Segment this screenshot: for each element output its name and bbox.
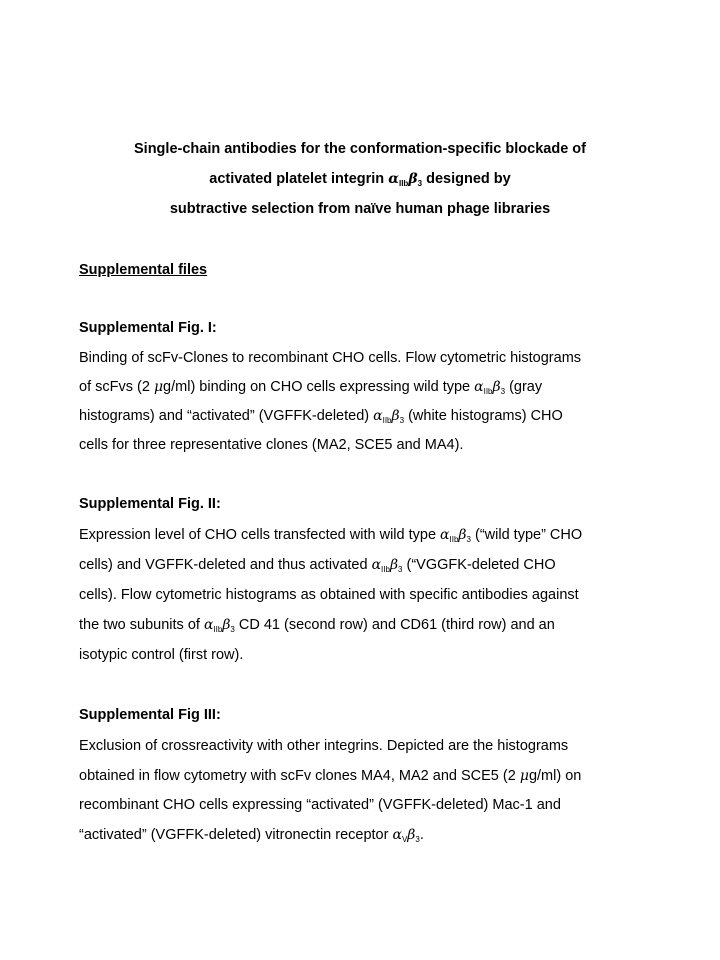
mu-symbol: μ xyxy=(519,768,529,784)
fig3-heading: Supplemental Fig III: xyxy=(79,707,221,723)
fig3-line-1: Exclusion of crossreactivity with other integrins. Depicted are the histograms xyxy=(79,738,569,754)
subscript-3: 3 xyxy=(230,625,235,634)
title-line-2-end: designed by xyxy=(422,171,511,187)
fig3-line-4 xyxy=(79,825,424,850)
fig1-line-4: cells for three representative clones (MA2, SCE5 and MA4). xyxy=(79,437,464,453)
alpha-symbol: α xyxy=(203,617,214,633)
supplemental-files-heading: Supplemental files xyxy=(79,262,208,278)
beta-symbol: β xyxy=(492,379,501,395)
fig1-line-3 xyxy=(79,406,563,431)
subscript-iib: IIb xyxy=(382,416,392,425)
alpha-symbol: α xyxy=(440,527,450,543)
fig3-line-2 xyxy=(79,766,581,786)
subscript-iib: IIb xyxy=(213,625,223,634)
alpha-symbol: α xyxy=(371,557,382,573)
text-run: (“VGGFK-deleted CHO xyxy=(402,557,556,573)
subscript-3: 3 xyxy=(399,416,405,425)
text-run: obtained in flow cytometry with scFv clones MA4, MA2 and SCE5 (2 xyxy=(79,768,520,784)
beta-symbol: β xyxy=(407,827,416,843)
alpha-symbol: α xyxy=(474,379,484,395)
fig3-line-3: recombinant CHO cells expressing “activated” (VGFFK-deleted) Mac-1 and xyxy=(79,797,561,813)
subscript-iib: IIb xyxy=(449,535,459,544)
subscript-v: V xyxy=(401,835,408,844)
fig2-line-4 xyxy=(79,615,555,640)
subscript-3: 3 xyxy=(415,835,420,844)
text-run: histograms) and “activated” (VGFFK-deleted) xyxy=(79,408,374,424)
fig1-line-2 xyxy=(79,377,542,402)
fig1-heading: Supplemental Fig. I: xyxy=(79,320,217,336)
text-run: the two subunits of xyxy=(79,617,204,633)
subscript-3: 3 xyxy=(417,179,423,188)
subscript-3: 3 xyxy=(398,565,403,574)
text-run: (white histograms) CHO xyxy=(404,408,563,424)
text-run: of scFvs (2 xyxy=(79,379,154,395)
fig1-line-1: Binding of scFv-Clones to recombinant CHO cells. Flow cytometric histograms xyxy=(79,350,582,366)
subscript-iib: IIb xyxy=(483,387,493,396)
beta-symbol: β xyxy=(391,408,400,424)
text-run: “activated” (VGFFK-deleted) vitronectin receptor xyxy=(79,827,393,843)
beta-symbol: β xyxy=(408,171,418,187)
text-run: (gray xyxy=(505,379,543,395)
text-run: Expression level of CHO cells transfected with wild type xyxy=(79,527,441,543)
fig2-heading: Supplemental Fig. II: xyxy=(79,496,221,512)
beta-symbol: β xyxy=(222,617,231,633)
alpha-symbol: α xyxy=(373,408,383,424)
title-line-2-text: activated platelet integrin xyxy=(209,171,389,187)
text-run: g/ml) on xyxy=(528,768,582,784)
text-run: cells) and VGFFK-deleted and thus activated xyxy=(79,557,372,573)
subscript-3: 3 xyxy=(500,387,506,396)
alpha-symbol: α xyxy=(388,171,399,187)
fig2-line-5: isotypic control (first row). xyxy=(79,647,244,663)
text-run: CD 41 (second row) and CD61 (third row) and an xyxy=(234,617,555,633)
title-line-3: subtractive selection from naïve human phage libraries xyxy=(169,201,551,217)
subscript-iib: IIb xyxy=(381,565,390,574)
subscript-iib: IIb xyxy=(398,179,409,188)
alpha-symbol: α xyxy=(392,827,402,843)
text-run: . xyxy=(419,827,424,843)
subscript-3: 3 xyxy=(466,535,471,544)
beta-symbol: β xyxy=(458,527,467,543)
fig2-line-1 xyxy=(79,525,582,550)
text-run: g/ml) binding on CHO cells expressing wild type xyxy=(163,379,475,395)
fig2-line-2 xyxy=(79,555,556,580)
text-run: (“wild type” CHO xyxy=(470,527,583,543)
mu-symbol: μ xyxy=(153,379,164,395)
beta-symbol: β xyxy=(389,557,399,573)
fig2-line-3: cells). Flow cytometric histograms as obtained with specific antibodies against xyxy=(79,587,579,603)
title-line-1: Single-chain antibodies for the conformation-specific blockade of xyxy=(134,141,586,157)
